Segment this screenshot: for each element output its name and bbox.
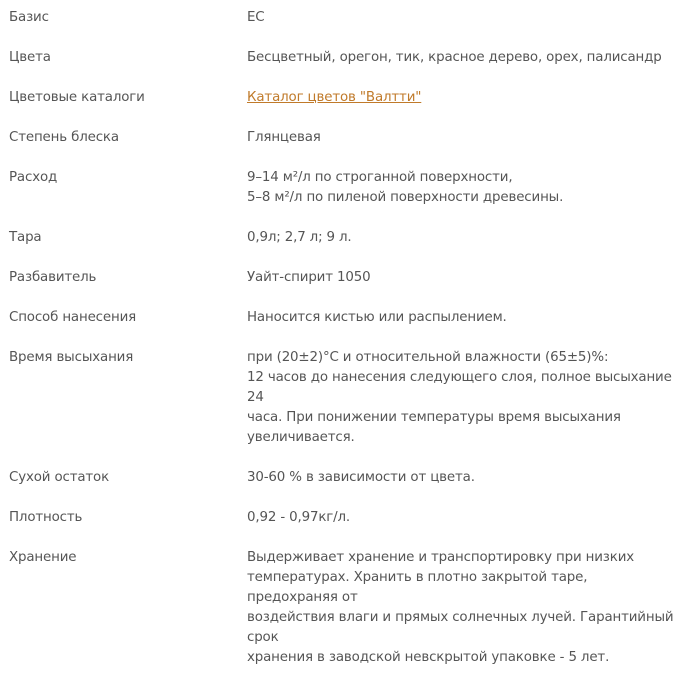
spec-value: [247, 348, 694, 448]
spec-value: [247, 508, 694, 528]
color-catalog-link[interactable]: Каталог цветов "Валтти": [247, 90, 422, 105]
spec-value-line: 12 часов до нанесения следующего слоя, полное высыхание 24: [247, 370, 672, 405]
spec-value: [247, 268, 694, 288]
spec-value-line: 0,9л; 2,7 л; 9 л.: [247, 230, 352, 245]
spec-value: [247, 88, 694, 108]
spec-value-line: 0,92 - 0,97кг/л.: [247, 510, 351, 525]
spec-value-line: Выдерживает хранение и транспортировку при низких: [247, 550, 635, 565]
spec-value-line: ЕС: [247, 10, 265, 25]
spec-value-line: воздействия влаги и прямых солнечных лучей. Гарантийный срок: [247, 610, 674, 645]
spec-label: Способ нанесения: [9, 310, 137, 325]
spec-value: [247, 48, 694, 68]
spec-value-line: часа. При понижении температуры время высыхания: [247, 410, 621, 425]
spec-value-line: 9–14 м²/л по строганной поверхности,: [247, 170, 513, 185]
spec-label: Цветовые каталоги: [9, 90, 145, 105]
spec-row-storage: [0, 539, 694, 679]
spec-value: [247, 228, 694, 248]
spec-value: [247, 468, 694, 488]
spec-label: Расход: [9, 170, 58, 185]
spec-row-dry-residue: [0, 459, 694, 499]
spec-label: Хранение: [9, 550, 77, 565]
spec-value-line: 5–8 м²/л по пиленой поверхности древесины.: [247, 190, 564, 205]
spec-value-line: хранения в заводской невскрытой упаковке - 5 лет.: [247, 650, 610, 665]
spec-row-application: [0, 299, 694, 339]
spec-value-line: Глянцевая: [247, 130, 321, 145]
spec-label: Степень блеска: [9, 130, 119, 145]
spec-label: Сухой остаток: [9, 470, 110, 485]
spec-value-line: Наносится кистью или распылением.: [247, 310, 507, 325]
spec-row-density: [0, 499, 694, 539]
spec-row-color-catalogs: [0, 79, 694, 119]
spec-row-basis: [0, 0, 694, 39]
spec-row-colors: [0, 39, 694, 79]
spec-value: [247, 8, 694, 28]
spec-label: Разбавитель: [9, 270, 97, 285]
spec-value: [247, 128, 694, 148]
spec-label: Цвета: [9, 50, 51, 65]
spec-label: Плотность: [9, 510, 83, 525]
spec-value: [247, 308, 694, 328]
spec-label: Базис: [9, 10, 49, 25]
spec-value-line: Уайт-спирит 1050: [247, 270, 371, 285]
spec-value-line: температурах. Хранить в плотно закрытой таре, предохраняя от: [247, 570, 588, 605]
spec-label: Тара: [9, 230, 42, 245]
spec-label: Время высыхания: [9, 350, 134, 365]
spec-value-line: при (20±2)°С и относительной влажности (65±5)%:: [247, 350, 609, 365]
spec-row-drying-time: [0, 339, 694, 459]
spec-value-line: 30-60 % в зависимости от цвета.: [247, 470, 475, 485]
spec-value: [247, 548, 694, 668]
spec-value-line: увеличивается.: [247, 430, 355, 445]
spec-row-thinner: [0, 259, 694, 299]
spec-value-line: Бесцветный, орегон, тик, красное дерево, орех, палисандр: [247, 50, 662, 65]
spec-value: [247, 168, 694, 208]
spec-row-packaging: [0, 219, 694, 259]
spec-row-consumption: [0, 159, 694, 219]
spec-row-gloss: [0, 119, 694, 159]
